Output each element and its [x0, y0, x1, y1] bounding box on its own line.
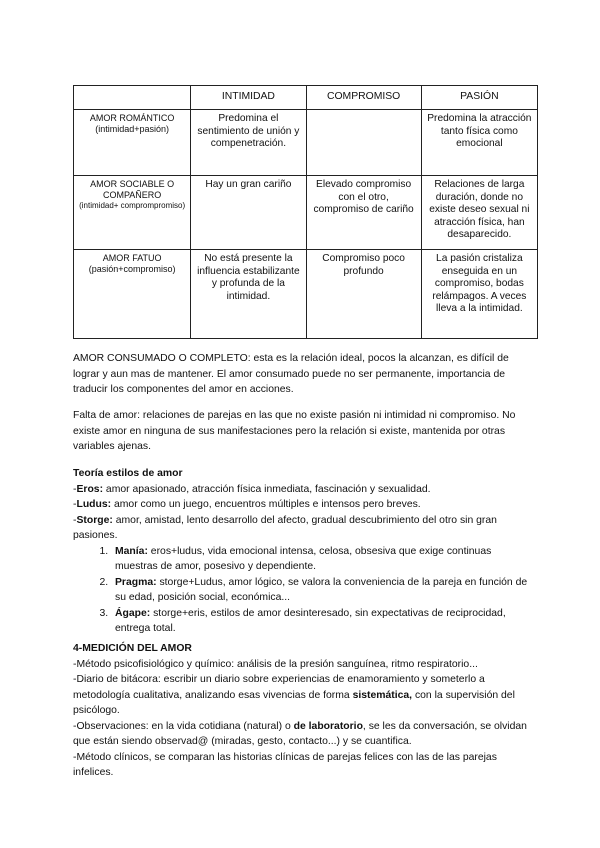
row-sub: (intimidad+ comprompromiso): [79, 201, 186, 210]
cell-intimidad: Hay un gran cariño: [191, 176, 306, 250]
love-components-table: [73, 85, 538, 339]
list-item: -Método clínicos, se comparan las historias clínicas de parejas felices con las de las parejas infelices.: [73, 751, 497, 778]
cell-pasion: Relaciones de larga duración, donde no existe deseo sexual ni atracción física, han desaparecido.: [421, 176, 537, 250]
list-item: 1. Manía: eros+ludus, vida emocional intensa, celosa, obsesiva que exige continuas muestras de amor, posesivo y dependiente.: [111, 544, 533, 575]
cell-compromiso: Elevado compromiso con el otro, compromiso de cariño: [306, 176, 421, 250]
falta-paragraph: Falta de amor: relaciones de parejas en las que no existe pasión ni intimidad ni compromiso. No existe amor en ninguna de sus manifestaciones pero la relación si existe, mantenida por otras variables ajenas.: [73, 410, 516, 452]
list-item: -Eros: amor apasionado, atracción física inmediata, fascinación y sexualidad.: [73, 483, 431, 495]
table-row: [74, 176, 538, 250]
cell-intimidad: No está presente la influencia estabilizante y profunda de la intimidad.: [191, 250, 306, 339]
row-sub: (intimidad+pasión): [95, 124, 170, 134]
table-row: [74, 110, 538, 176]
medicion-section: [73, 641, 533, 781]
list-item: -Ludus: amor como un juego, encuentros múltiples e intensos pero breves.: [73, 499, 421, 510]
cell-pasion: La pasión cristaliza enseguida en un compromiso, bodas relámpagos. A veces lleva a la intimidad.: [421, 250, 537, 339]
teoria-title: Teoría estilos de amor: [73, 468, 183, 479]
row-head-sociable: [74, 176, 191, 250]
cell-intimidad: Predomina el sentimiento de unión y compenetración.: [191, 110, 306, 176]
list-item: -Storge: amor, amistad, lento desarrollo del afecto, gradual descubrimiento del otro sin gran pasiones.: [73, 514, 497, 541]
row-name: AMOR SOCIABLE O COMPAÑERO: [90, 179, 175, 200]
header-pasion: PASIÓN: [421, 86, 537, 110]
row-sub: (pasión+compromiso): [88, 264, 176, 274]
cell-compromiso: [306, 110, 421, 176]
table-header-row: [74, 86, 538, 110]
header-compromiso: COMPROMISO: [306, 86, 421, 110]
table-row: [74, 250, 538, 339]
consumado-paragraph: AMOR CONSUMADO O COMPLETO: esta es la relación ideal, pocos la alcanzan, es difícil de lograr y aun mas de mantener. El amor consumado puede no ser permanente, importancia de traducir los componentes del amor en acciones.: [73, 353, 509, 395]
styles-list: [73, 544, 533, 637]
cell-compromiso: Compromiso poco profundo: [306, 250, 421, 339]
row-name: AMOR ROMÁNTICO: [89, 113, 175, 123]
list-item: 3. Ágape: storge+eris, estilos de amor desinteresado, sin expectativas de reciprocidad, entrega total.: [111, 606, 533, 637]
list-item: 2. Pragma: storge+Ludus, amor lógico, se valora la conveniencia de la pareja en función de su edad, posición social, económica...: [111, 575, 533, 606]
teoria-section: [73, 466, 533, 637]
list-item: -Observaciones: en la vida cotidiana (natural) o de laboratorio, se les da conversación, se olvidan que están siendo observad@ (miradas, gesto, contacto...) y se cuantifica.: [73, 720, 527, 747]
row-head-romantico: [74, 110, 191, 176]
row-head-fatuo: [74, 250, 191, 339]
cell-pasion: Predomina la atracción tanto física como emocional: [421, 110, 537, 176]
header-intimidad: INTIMIDAD: [191, 86, 306, 110]
medicion-title: 4-MEDICIÓN DEL AMOR: [73, 643, 192, 654]
header-empty: [74, 86, 191, 110]
list-item: -Diario de bitácora: escribir un diario sobre experiencias de enamoramiento y someterlo a metodología cualitativa, analizando esas vivencias de forma sistemática, con la supervisión del psicólogo.: [73, 674, 515, 716]
list-item: -Método psicofisiológico y químico: análisis de la presión sanguínea, ritmo respiratorio...: [73, 658, 478, 670]
row-name: AMOR FATUO: [102, 253, 162, 263]
